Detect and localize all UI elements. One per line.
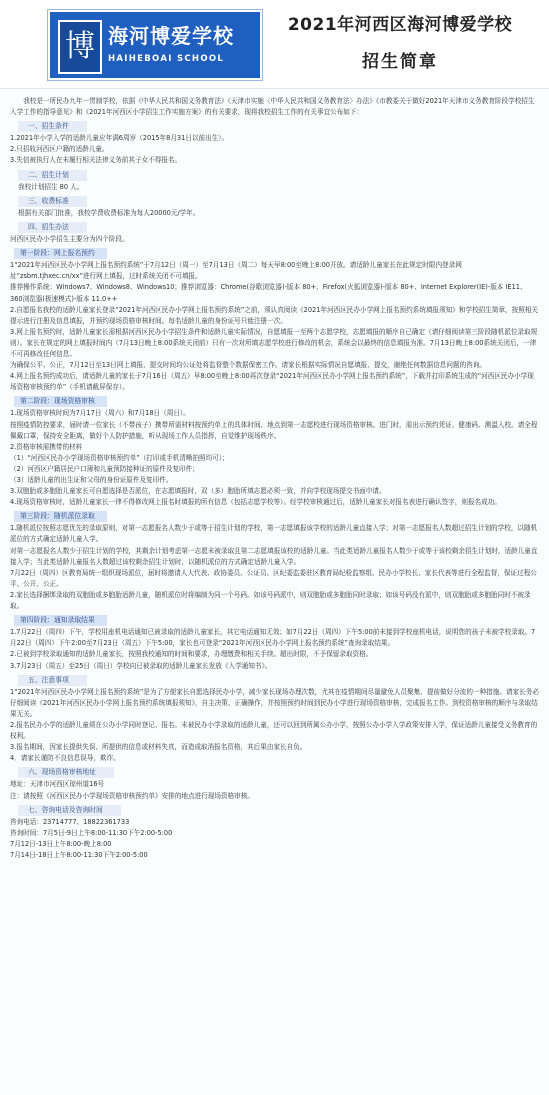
document-body [10, 96, 539, 861]
paragraph: 注：请按照《河西区民办小学现场资格审核预约单》安排的地点进行现场资格审核。 [10, 791, 254, 800]
paragraph: 4.网上报名预约成功后，请适龄儿童的家长于7月16日（周五）早8:00至晚上8:00再次登录“2021年河西区民办小学网上报名预约系统”，下载并打印系统生成的“河西区民办小学现场资格审核预约单”（手机请截屏保存）。 [10, 372, 534, 392]
logo-mark: 博 [58, 20, 102, 74]
consult-time: 咨询时间：7月5日-9日上午8:00-11:30下午2:00-5:00 [10, 828, 173, 837]
paragraph: 1.2021年小学入学的适龄儿童应年满6周岁（2015年8月31日以前出生）。 [10, 134, 229, 143]
header [0, 0, 549, 89]
paragraph: 7月22日（周四）区教育局统一组织现场派位，届时将邀请人大代表、政协委员、公证员、区纪委监委驻区教育局纪检监察组、民办小学校长、家长代表等进行全程监督，保证过程公平、公开、公正。 [10, 568, 537, 588]
paragraph: 3.网上报名预约时，适龄儿童家长需根据河西区民办小学招生条件和适龄儿童实际情况，自愿填报一至两个志愿学校，志愿填报的顺序自己确定（请仔细阅读第三阶段随机派位录取规则）。家长在规定的网上填报时间内（7月13日晚上8:00系统关闭前）只有一次对所填志愿学校进行修改的机会，系统会以最终的信息填报为准。7月13日晚上8:00系统关闭后，一律不可再修改任何信息。 [10, 327, 538, 358]
section-heading-contact: 七、咨询电话及咨询时间 [18, 805, 121, 816]
paragraph: 推荐操作系统：Windows7、Windows8、Windows10；推荐浏览器：Chrome(谷歌浏览器)-版本 80+、Firefox(火狐浏览器)-版本 80+、Internet Explorer(IE)-版本 IE11、360浏览器(极速模式)-版本 11.0++ [10, 283, 527, 303]
paragraph: 2.报名民办小学的适龄儿童须在公办小学同时登记、报名。未被民办小学录取的适龄儿童，还可以回到所属公办小学，按照公办小学入学政策安排入学，保证适龄儿童接受义务教育的权利。 [10, 720, 538, 741]
paragraph: 1.现场资格审核时间为7月17日（周六）和7月18日（周日）。 [10, 409, 190, 418]
paragraph: 3.双胞胎或多胞胎儿童家长可自愿选择是否派位，在志愿填报时，双（多）胞胎所填志愿必须一致，并向学校现场提交书面申请。 [10, 487, 386, 496]
paragraph: 2.已被到学校录取通知的适龄儿童家长，按照我校通知的时间和要求，办理缴费和相关手续。超出时限，不予保留录取资格。 [10, 650, 373, 659]
section-heading-fees: 三、收费标准 [18, 196, 87, 207]
intro-paragraph: 我校是一所民办九年一贯制学校，依据《中华人民共和国义务教育法》《天津市实施〈中华人民共和国义务教育法〉办法》《市教委关于做好2021年天津市义务教育阶段学校招生入学工作的指导意见》和《2021年河西区小学招生工作实施方案》的有关要求，现将我校招生工作的有关事宜公布如下： [10, 97, 535, 117]
paragraph: 2.家长选择捆绑录取的双胞胎或多胞胎适龄儿童，随机派位时将编制为同一个号码。如该号码派中，则双胞胎或多胞胎同时录取；如该号码没有派中，则双胞胎或多胞胎同时不被录取。 [10, 590, 531, 611]
paragraph: 按照疫情防控要求，届时请一位家长（不带孩子）携带所需材料按预约单上的具体时间、地点到第一志愿校进行现场资格审核。进门时，需出示预约凭证、健康码、测温入校。请全程佩戴口罩，保持安全距离，做好个人防护措施，听从现场工作人员指挥，自觉维护现场秩序。 [10, 420, 538, 440]
paragraph: 2.资格审核需携带的材料 [10, 442, 83, 451]
paragraph: 4．请家长谨防不良信息误导，欺诈。 [10, 754, 120, 763]
page-title: 2021年河西区海河博爱学校 [287, 15, 513, 35]
section-heading-conditions: 一、招生条件 [18, 121, 87, 132]
consult-time: 7月14日-18日上午8:00-11:30下午2:00-5:00 [10, 851, 148, 859]
section-heading-notes: 五、注意事项 [18, 675, 87, 686]
paragraph: 3.7月23日（周五）至25日（周日）学校向已被录取的适龄儿童家长发放《入学通知书》。 [10, 661, 272, 670]
paragraph: 为确保公平、公正，7月12日至13日网上填报、提交时间均公证处将监督整个数据保密工作。请家长根据实际情况自愿填报、提交，谢绝任何数据信息问题的咨询。 [10, 361, 486, 370]
paragraph: 对第一志愿报名人数少于招生计划的学校，其剩余计划考虑第一志愿未被录取且第二志愿填报该校的适龄儿童。当此类适龄儿童报名人数少于或等于该校剩余招生计划时，适龄儿童直接入学；当此类适龄儿童报名人数超过该校剩余招生计划时，以随机派位的方式确定适龄儿童入学。 [10, 546, 538, 566]
stage-heading-3: 第三阶段：随机派位录取 [14, 511, 107, 522]
paragraph: 3.失信被执行人在未履行相关法律义务前其子女不得报名。 [10, 156, 182, 165]
paragraph: 2.自愿报名我校的适龄儿童家长登录“2021年河西区民办小学网上报名预约系统”之前，须认真阅读《2021年河西区民办小学网上报名预约系统填报须知》和学校招生简章，按照相关提示进行注册及信息填报，并预约现场资格审核时间。每名适龄儿童的身份证号只能注册一次。 [10, 305, 539, 325]
paragraph: 2.只招收河西区户籍的适龄儿童。 [10, 145, 109, 154]
logo-name-en: HAIHEBOAI SCHOOL [108, 54, 225, 64]
paragraph: （3）适龄儿童的出生证和父母的身份证原件及复印件。 [10, 476, 173, 484]
title-block [255, 10, 545, 72]
paragraph: 1.7月22日（周四）下午，学校用座机电话通知已被录取的适龄儿童家长，其它电话通知无效；如7月22日（周四）下午5:00前未接到学校座机电话，说明您的孩子未被学校录取。7月22日（周四）下午2:00至7月23日（周五）下午5:00，家长也可登录“2021年河西区民办小学网上报名预约系统”查询录取结果。 [10, 628, 536, 648]
paragraph: （2）河西区户籍居民户口簿和儿童预防接种证的原件及复印件； [10, 464, 199, 473]
paragraph: 1“2021年河西区民办小学网上报名预约系统”于7月12日（周一）至7月13日（周二）每天早8:00至晚上8:00开放。请适龄儿童家长在此规定时限内登录网址“zsbm.tjhxec.cn/xx”进行网上填报，过时系统关闭不可填报。 [10, 261, 462, 281]
paragraph: 4.现场资格审核时，适龄儿童家长一律不得修改网上报名时填报的所有信息（包括志愿学校等）。经学校审核通过后，适龄儿童家长对报名表进行确认签字，则报名成功。 [10, 498, 501, 507]
paragraph: （1）“河西区民办小学现场资格审核预约单”（打印或手机清晰拍照均可）； [10, 453, 229, 462]
paragraph: 河西区民办小学招生主要分为四个阶段。 [10, 235, 129, 244]
address-text: 地址：天津市河西区琼州道16号 [10, 780, 105, 789]
paragraph: 根据有关部门批准，我校学费收费标准为每人20000元/学年。 [18, 208, 200, 217]
section-heading-plan: 二、招生计划 [18, 170, 87, 181]
school-logo [48, 10, 262, 80]
consult-time: 7月12日-13日上午8:00-晚上8:00 [10, 839, 112, 848]
stage-heading-1: 第一阶段：网上报名预约 [14, 248, 107, 259]
paragraph: 我校计划招生 80 人。 [18, 182, 84, 191]
paragraph: 1.随机派位按照志愿优先的录取原则，对第一志愿报名人数少于或等于招生计划的学校，第一志愿填报该学校的适龄儿童直接入学；对第一志愿报名人数超过招生计划的学校，以随机派位的方式确定适龄儿童入学。 [10, 524, 538, 544]
section-heading-methods: 四、招生办法 [18, 222, 87, 233]
page-subtitle: 招生简章 [362, 52, 438, 72]
stage-heading-2: 第二阶段：现场资格审核 [14, 396, 107, 407]
phone-text: 咨询电话：23714777、18822361733 [10, 817, 130, 826]
paragraph: 1“2021年河西区民办小学网上报名预约系统”是为了方便家长自愿选择民办小学，减少家长现场办理次数，尤其在疫情期间尽量避免人员聚集、提前做好分流的一种措施。请家长务必仔细阅读《2021年河西区民办小学网上报名预约系统填报须知》，自主决策、正确操作，并按照预约时间到民办小学进行现场资格审核，完成报名工作。到校资格审核的顺序与录取结果无关。 [10, 687, 539, 718]
logo-name-cn: 海河博爱学校 [108, 24, 234, 48]
section-heading-address: 六、现场资格审核地址 [18, 767, 114, 778]
paragraph: 3.报名期间，因家长提供失误、所提供的信息或材料失真，而造成取消报名资格，其后果由家长自负。 [10, 743, 307, 752]
stage-heading-4: 第四阶段：通知录取结果 [14, 615, 107, 626]
